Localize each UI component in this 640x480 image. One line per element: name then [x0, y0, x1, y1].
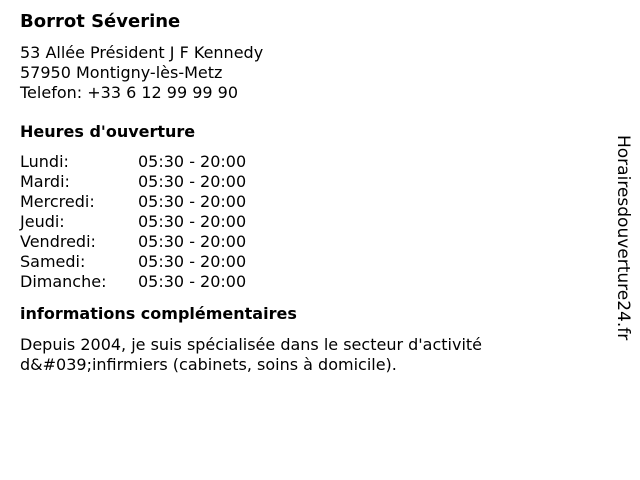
additional-info-text: Depuis 2004, je suis spécialisée dans le secteur d'activité d&#039;infirmiers (cabinets, soins à domicile).	[20, 335, 483, 374]
day-hours: 05:30 - 20:00	[138, 212, 247, 231]
day-label: Jeudi:	[20, 212, 65, 231]
hours-row	[20, 252, 246, 272]
day-label: Samedi:	[20, 252, 86, 271]
day-hours: 05:30 - 20:00	[138, 272, 247, 291]
hours-row	[20, 232, 246, 252]
business-card	[20, 10, 600, 375]
hours-row	[20, 172, 246, 192]
address-street: 53 Allée Président J F Kennedy	[20, 43, 264, 62]
day-hours: 05:30 - 20:00	[138, 252, 247, 271]
day-label: Lundi:	[20, 152, 69, 171]
day-hours: 05:30 - 20:00	[138, 192, 247, 211]
hours-row	[20, 192, 246, 212]
day-hours: 05:30 - 20:00	[138, 172, 247, 191]
day-hours: 05:30 - 20:00	[138, 152, 247, 171]
day-label: Dimanche:	[20, 272, 107, 291]
business-name: Borrot Séverine	[20, 11, 181, 32]
site-watermark	[612, 135, 634, 345]
site-watermark-text: Horairesdouverture24.fr	[613, 135, 633, 341]
opening-hours-title: Heures d'ouverture	[20, 122, 196, 141]
day-label: Vendredi:	[20, 232, 96, 251]
address-city: 57950 Montigny-lès-Metz	[20, 63, 223, 82]
phone-number: Telefon: +33 6 12 99 99 90	[20, 83, 239, 102]
opening-hours-table	[20, 152, 246, 292]
day-label: Mardi:	[20, 172, 70, 191]
hours-row	[20, 272, 246, 292]
day-hours: 05:30 - 20:00	[138, 232, 247, 251]
additional-info-title: informations complémentaires	[20, 304, 297, 323]
day-label: Mercredi:	[20, 192, 95, 211]
hours-row	[20, 212, 246, 232]
address-block	[20, 43, 600, 103]
hours-row	[20, 152, 246, 172]
